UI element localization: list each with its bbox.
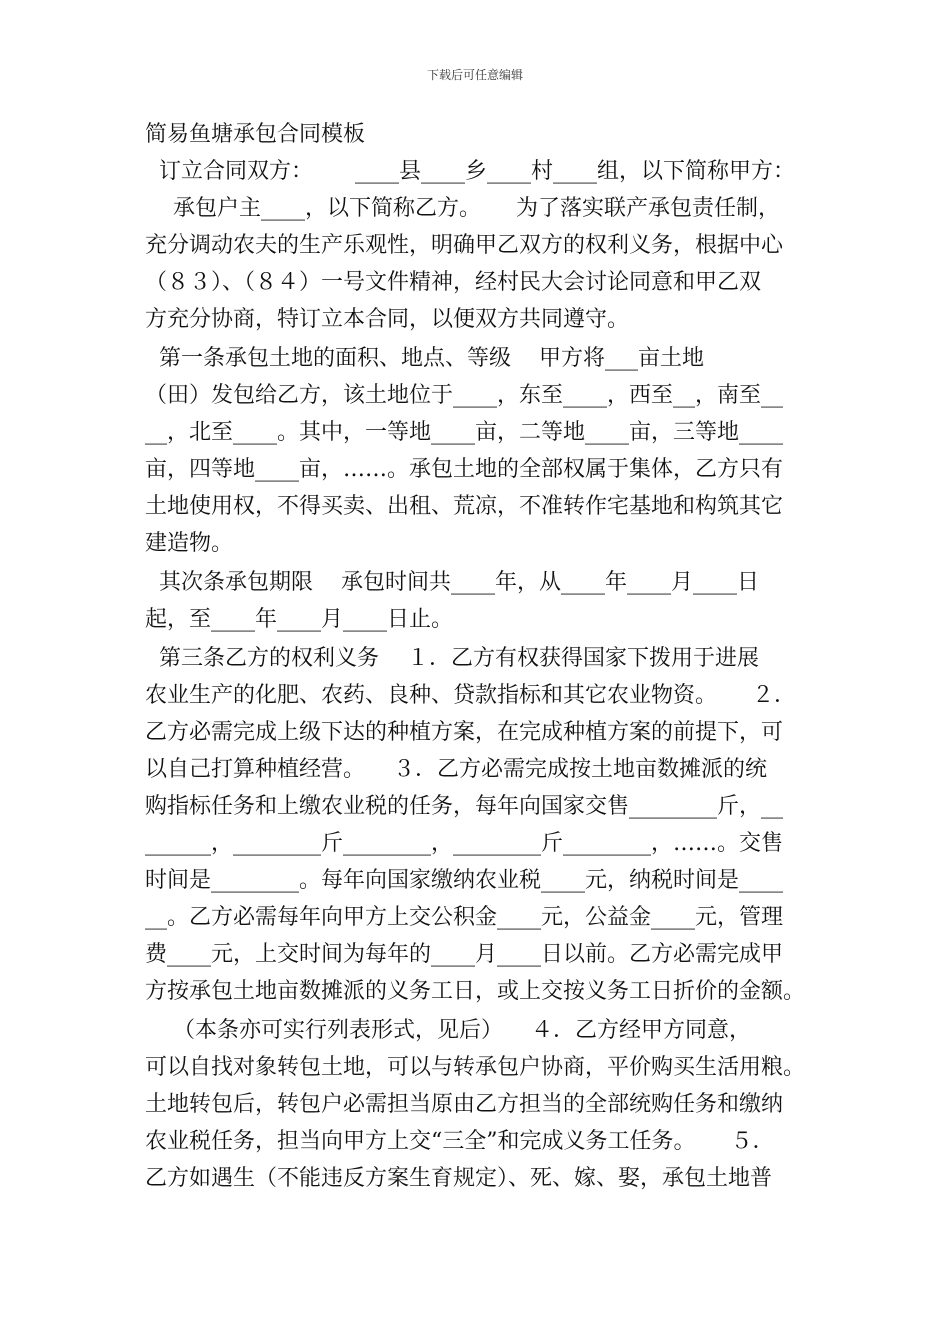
text-line: 农业生产的化肥、农药、良种、贷款指标和其它农业物资。 ２． bbox=[145, 683, 796, 708]
text-line: 方按承包土地亩数摊派的义务工日，或上交按义务工日折价的金额。 bbox=[145, 979, 806, 1004]
text-line: 土地使用权，不得买卖、出租、荒凉，不准转作宅基地和构筑其它 bbox=[145, 494, 784, 519]
text-line: 第一条承包土地的面积、地点、等级 甲方将___亩土地 bbox=[145, 346, 704, 371]
text-line: 亩，四等地____亩，……。承包土地的全部权属于集体，乙方只有 bbox=[145, 457, 784, 482]
header-note: 下载后可任意编辑 bbox=[426, 68, 523, 82]
text-line: 第三条乙方的权利义务 １．乙方有权获得国家下拨用于进展 bbox=[145, 646, 759, 671]
text-line: 乙方如遇生（不能违反方案生育规定）、死、嫁、娶，承包土地普 bbox=[145, 1166, 773, 1191]
text-line: 乙方必需完成上级下达的种植方案，在完成种植方案的前提下，可 bbox=[145, 720, 784, 745]
text-line: （本条亦可实行列表形式，见后） ４．乙方经甲方同意， bbox=[145, 1018, 751, 1043]
text-line: 起，至____年____月____日止。 bbox=[145, 607, 454, 632]
text-line: 订立合同双方： ____县____乡____村____组，以下简称甲方： bbox=[145, 159, 795, 184]
text-line: 时间是________。每年向国家缴纳农业税____元，纳税时间是____ bbox=[145, 868, 784, 893]
text-line: 其次条承包期限 承包时间共____年，从____年____月____日 bbox=[145, 570, 759, 595]
document-body bbox=[145, 116, 817, 1197]
text-line: 以自己打算种植经营。 ３．乙方必需完成按土地亩数摊派的统 bbox=[145, 757, 767, 782]
text-line: 购指标任务和上缴农业税的任务，每年向国家交售________斤，__ bbox=[145, 794, 784, 819]
text-line: 农业税任务，担当向甲方上交“三全”和完成义务工任务。 ５． bbox=[145, 1129, 775, 1154]
text-line: 充分调动农夫的生产乐观性，明确甲乙双方的权利义务，根据中心 bbox=[145, 233, 784, 258]
text-line: （田）发包给乙方，该土地位于____，东至____，西至__，南至__ bbox=[145, 383, 784, 408]
text-line: 承包户主____，以下简称乙方。 为了落实联产承包责任制， bbox=[145, 196, 780, 221]
text-line: __。乙方必需每年向甲方上交公积金____元，公益金____元，管理 bbox=[145, 905, 784, 930]
text-line: __，北至____。其中，一等地____亩，二等地____亩，三等地____ bbox=[145, 420, 784, 445]
text-line: ______，________斤________，________斤________，……。交售 bbox=[145, 831, 784, 856]
text-line: 可以自找对象转包土地，可以与转承包户协商，平价购买生活用粮。 bbox=[145, 1055, 806, 1080]
text-line: 建造物。 bbox=[145, 531, 234, 556]
text-line: 费____元，上交时间为每年的____月____日以前。乙方必需完成甲 bbox=[145, 942, 784, 967]
text-line: （８３）、（８４）一号文件精神，经村民大会讨论同意和甲乙双 bbox=[145, 270, 762, 295]
document-title: 简易鱼塘承包合同模板 bbox=[145, 122, 366, 147]
text-line: 土地转包后，转包户必需担当原由乙方担当的全部统购任务和缴纳 bbox=[145, 1092, 784, 1117]
text-line: 方充分协商，特订立本合同，以便双方共同遵守。 bbox=[145, 307, 630, 332]
